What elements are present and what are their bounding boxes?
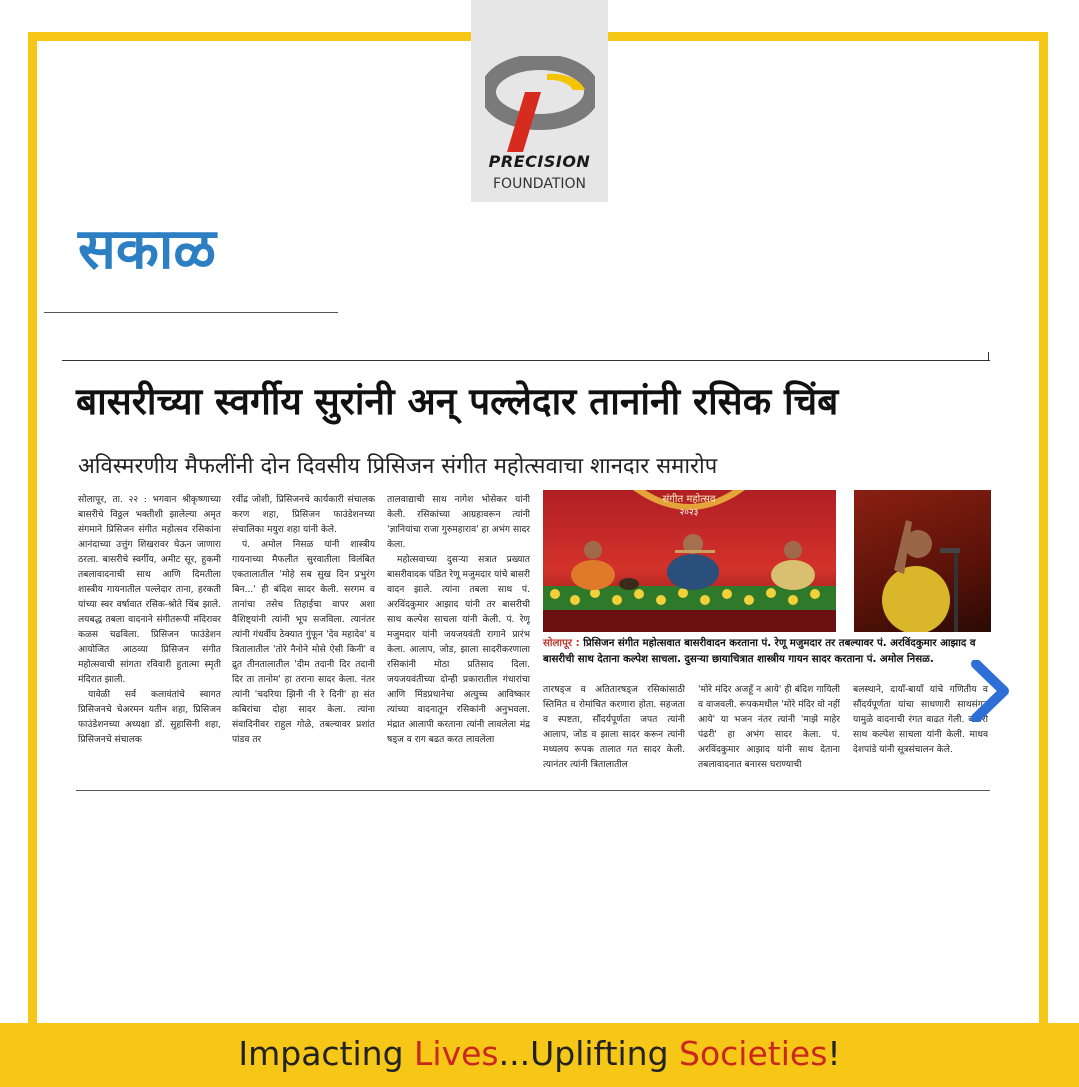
article-top-rule-tick: [988, 352, 989, 361]
logo-subtitle: FOUNDATION: [493, 176, 586, 192]
paragraph: यावेळी सर्व कलावंतांचे स्वागत प्रिसिजनचे चेअरमन यतीन शहा, प्रिसिजन फाउंडेशनच्या अध्यक्षा डॉ. सुहासिनी शहा, प्रिसिजनचे संचालक: [78, 690, 221, 745]
tagline-societies: Societies: [679, 1034, 828, 1073]
paragraph: रवींद्र जोशी, प्रिसिजनचे कार्यकारी संचालक करण शहा, प्रिसिजन फाउंडेशनच्या संचालिका मयुरा शहा यांनी केले.: [232, 495, 375, 535]
caption-text: प्रिसिजन संगीत महोत्सवात बासरीवादन करताना पं. रेणू मजुमदार तर तबल्यावर पं. अरविंदकुमार आझाद व बासरीची साथ देताना कल्पेश साचला. दुसऱ्या छायाचित्रात शास्त्रीय गायन सादर करताना पं. अमोल निसळ.: [543, 638, 976, 665]
paragraph: 'मोरे मंदिर अजहूँ न आये' ही बंदिश गायिली व वाजवली. रूपकमधील 'मोरे मंदिर वो नहीं आये' या भजन नंतर त्यांनी 'माझे माहेर पंढरी' हा अभंग सादर केला. पं. अरविंदकुमार आझाद यांनी साथ देताना तबलावादनात बनारस घराण्याची: [698, 685, 840, 770]
article-column-6: [853, 683, 988, 793]
concert-photo-vocalist: [854, 490, 991, 632]
article-column-2: [232, 493, 375, 787]
concert-photo-flute: [543, 490, 836, 632]
article-column-3: [387, 493, 530, 787]
logo-mark-icon: [485, 56, 595, 152]
tagline-exclamation: !: [827, 1034, 841, 1073]
paragraph: बलस्थाने, दायाँ-बायाँ यांचे गणितीय व सौंदर्यपूर्णता यांचा साधणारी साथसंगत यामुळे वादनाची रंगत वाढत गेली. बासरी साथ कल्पेश साचला यांनी केली. माधव देशपांडे यांनी सूत्रसंचालन केले.: [853, 685, 988, 755]
tagline-part2: ...Uplifting: [498, 1034, 680, 1073]
tagline-part1: Impacting: [238, 1034, 415, 1073]
next-arrow-icon[interactable]: [970, 660, 1010, 722]
tagline-lives: Lives: [414, 1034, 499, 1073]
stage-banner-text: संगीत महोत्सव: [662, 494, 716, 505]
paragraph: तालवाद्याची साथ नागेश भोसेकर यांनी केली. रसिकांच्या आग्रहावरून त्यांनी 'ज्ञानियांचा राजा गुरुमहाराव' हा अभंग सादर केला.: [387, 495, 530, 550]
stage-banner-year: २०२३: [679, 508, 699, 518]
article-column-1: [78, 493, 221, 787]
paragraph: सोलापूर, ता. २२ : भगवान श्रीकृष्णाच्या बासरीचे विठ्ठल भक्तीशी झालेल्या अमृत संगमाने प्रिसिजन संगीत महोत्सव रसिकांना आनंदाच्या उत्तुंग शिखरावर घेऊन जाणारा ठरला. बासरीचे स्वर्गीय, अमीट सूर, हुकमी तबलावादनाची साथ आणि दिमतीला शास्त्रीय गायनातील पल्लेदार ताना, हरकती यांच्या स्वर वर्षावात रसिक-श्रोते चिंब झाले. लयबद्ध तबला वादनाने संगीतरूपी मंदिरावर कळस चढविला. प्रिसिजन फाउंडेशन आयोजित आठव्या प्रिसिजन संगीत महोत्सवाची सांगता रविवारी हुतात्मा स्मृती मंदिरात झाली.: [78, 495, 221, 685]
article-column-4: [543, 683, 685, 793]
precision-foundation-logo: [471, 0, 608, 202]
photo-caption: [543, 636, 991, 668]
caption-place: सोलापूर :: [543, 638, 580, 649]
paragraph: तारषड्ज व अतितारषड्ज रसिकांसाठी स्तिमित व रोमांचित करणारा होता. सहजता व स्पष्टता, सौंदर्यपूर्णता जपत त्यांनी आलाप, जोड व झाला सादर करून त्यांनी मध्यलय रूपक तालात गत सादर केली. त्यानंतर त्यांनी त्रितालातील: [543, 685, 685, 770]
article-headline: बासरीच्या स्वर्गीय सुरांनी अन् पल्लेदार तानांनी रसिक चिंब: [76, 380, 839, 423]
article-bottom-rule: [76, 790, 990, 791]
article-subheadline: अविस्मरणीय मैफलींनी दोन दिवसीय प्रिसिजन संगीत महोत्सवाचा शानदार समारोप: [78, 454, 718, 479]
article-top-rule: [62, 360, 990, 361]
masthead-divider: [44, 312, 338, 313]
newspaper-masthead: सकाळ: [78, 217, 216, 282]
article-column-5: [698, 683, 840, 793]
paragraph: महोत्सवाच्या दुसऱ्या सत्रात प्रख्यात बासरीवादक पंडित रेणू मजुमदार यांचे बासरी वादन झाले. त्यांना तबला साथ पं. अरविंदकुमार आझाद यांनी तर बासरीची साथ कल्पेश साचला यांनी केली. पं. रेणू मजुमदार यांनी जयजयवंती रागाने प्रारंभ केला. आलाप, जोड, झाला सादरीकरणाला रसिकांनी मोठा प्रतिसाद दिला. जयजयवंतीच्या दोन्ही प्रकारातील गंधारांचा आणि मिंडप्रधानेचा अत्युच्च आविष्कार त्यांच्या वादनातून रसिकांनी अनुभवला. मंद्रात आलापी करताना त्यांनी लावलेला मंद्र षड्ज व राग बढत करत लावलेला: [387, 555, 530, 745]
footer-tagline: [0, 1034, 1079, 1074]
logo-name: PRECISION: [488, 152, 591, 171]
paragraph: पं. अमोल निसळ यांनी शास्त्रीय गायनाच्या मैफलीत सुरवातीला विलंबित एकतालातील 'मोहे सब सुख दिन प्रभुरंग बिन...' ही बंदिश सादर केली. सरगम व तानांचा तसेच तिहाईचा वापर अशा वैशिष्ट्यांनी त्यांनी भूप सजविला. त्यानंतर त्यांनी गंधर्वीय ठेक्यात गुंफून 'देव महादेव' व त्रितालातील 'तोरे नैनोने मोसे ऐसी किनी' व द्रुत तीनतालातील 'दीम तदानी दिर तदानी दिर ता तानोम' हा तराना सादर केला. नंतर त्यांनी 'चदरिया झिनी नी रे दिनी' हा संत कबिरांचा दोहा सादर केला. त्यांना संवादिनीवर राहुल गोळे, तबल्यावर प्रशांत पांडव तर: [232, 540, 375, 745]
